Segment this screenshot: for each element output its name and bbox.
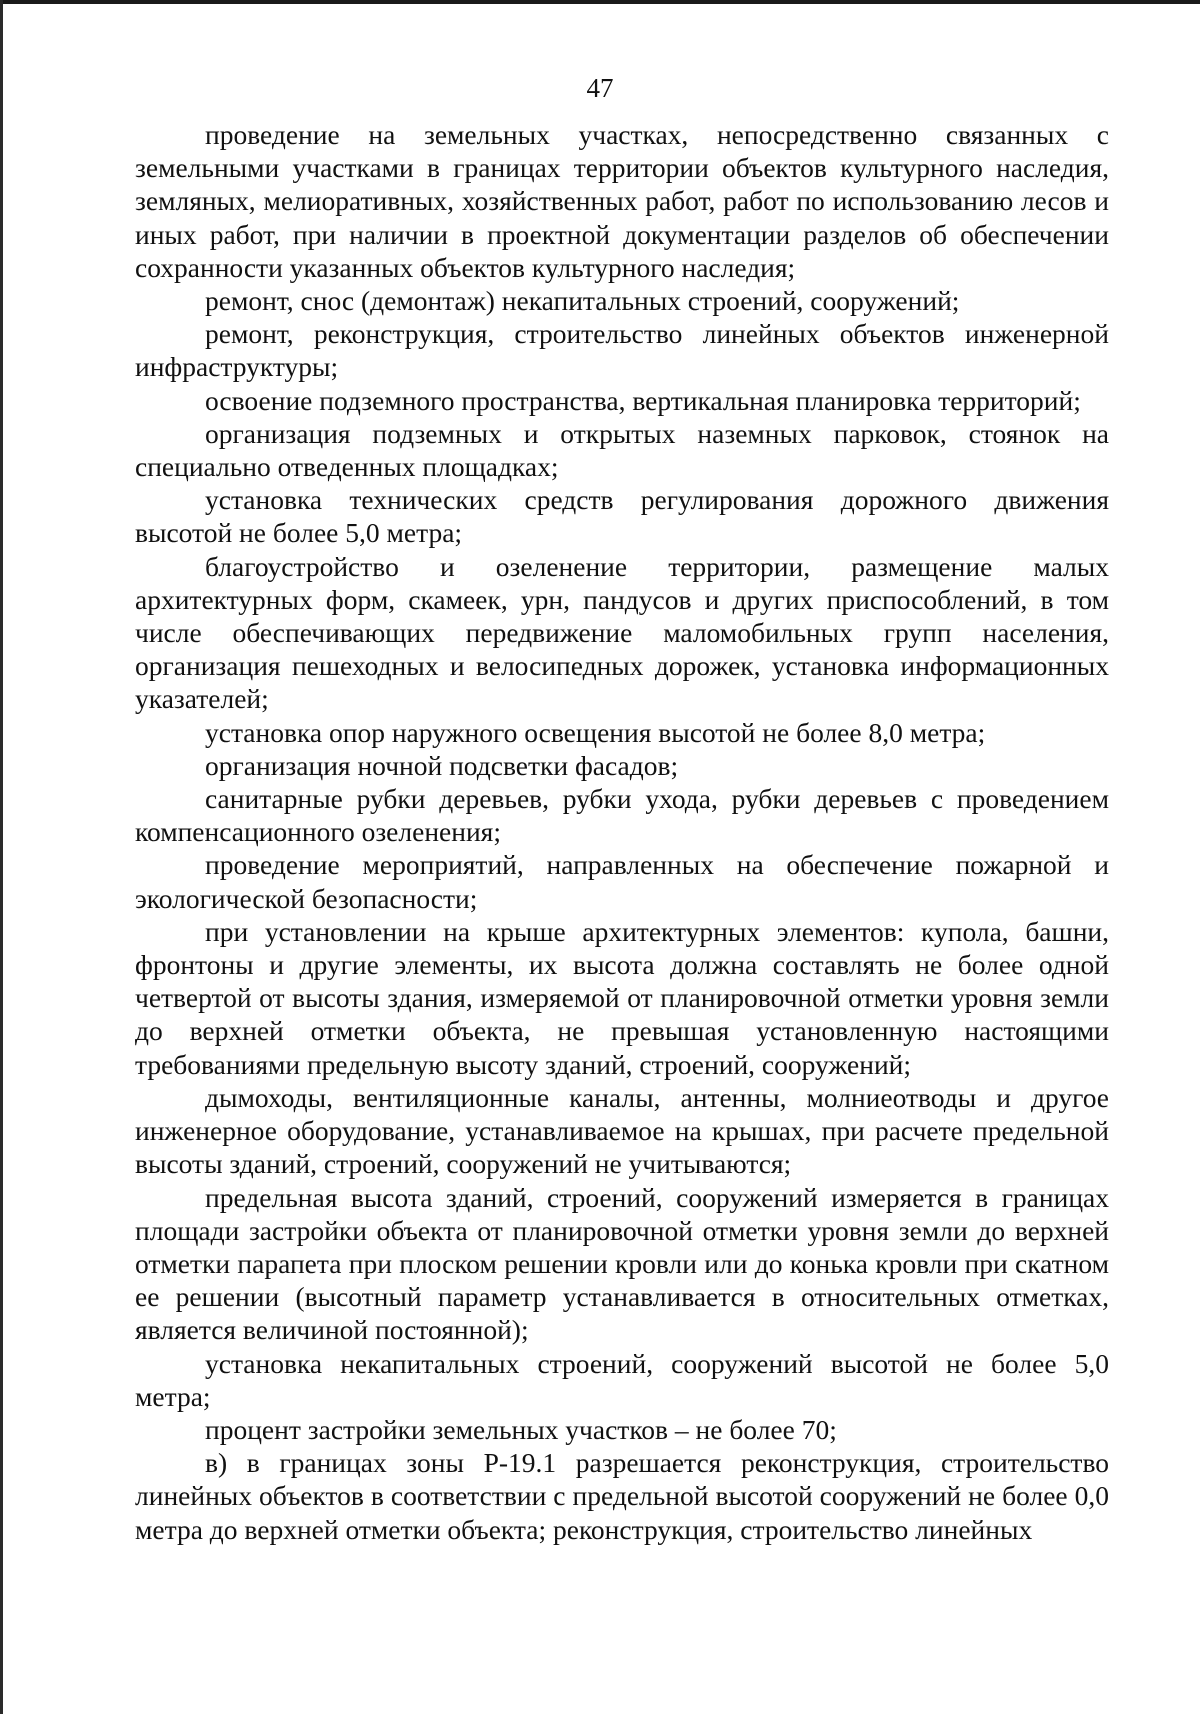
paragraph-earthworks: проведение на земельных участках, непосредственно связанных с земельными участками в границах территории объектов культурного наследия, земляных, мелиоративных, хозяйственных работ, работ по использованию лесов и иных работ, при наличии в проектной документации разделов об обеспечении сохранности указанных объектов культурного наследия;: [135, 119, 1109, 283]
scan-left-border: [0, 0, 3, 1714]
paragraph-street-lighting: установка опор наружного освещения высотой не более 8,0 метра;: [205, 716, 986, 748]
document-body: [135, 118, 1109, 1546]
paragraph-temporary-structures: установка некапитальных строений, сооружений высотой не более 5,0 метра;: [135, 1347, 1109, 1412]
paragraph-roof-equipment: дымоходы, вентиляционные каналы, антенны, молниеотводы и другое инженерное оборудование, устанавливаемое на крышах, при расчете предельной высоты зданий, строений, сооружений не учитываются;: [135, 1081, 1109, 1180]
paragraph-traffic-control: установка технических средств регулирования дорожного движения высотой не более 5,0 метра;: [135, 484, 1109, 549]
scan-top-border: [0, 0, 1200, 4]
paragraph-landscaping: благоустройство и озеленение территории, размещение малых архитектурных форм, скамеек, урн, пандусов и других приспособлений, в том числе обеспечивающих передвижение маломобильных групп населения, организация пешеходных и велосипедных дорожек, установка информационных указателей;: [135, 550, 1109, 715]
paragraph-facade-lighting: организация ночной подсветки фасадов;: [205, 749, 679, 781]
paragraph-lot-coverage: процент застройки земельных участков – не более 70;: [205, 1413, 837, 1445]
paragraph-repair-demolition: ремонт, снос (демонтаж) некапитальных строений, сооружений;: [205, 285, 960, 317]
paragraph-zone-r19-1: в) в границах зоны Р-19.1 разрешается реконструкция, строительство линейных объектов в соответствии с предельной высотой сооружений не более 0,0 метра до верхней отметки объекта; реконструкция, строительство линейных: [135, 1447, 1109, 1545]
paragraph-linear-infrastructure: ремонт, реконструкция, строительство линейных объектов инженерной инфраструктуры;: [135, 318, 1109, 383]
paragraph-parking: организация подземных и открытых наземных парковок, стоянок на специально отведенных площадках;: [135, 417, 1109, 483]
paragraph-tree-felling: санитарные рубки деревьев, рубки ухода, рубки деревьев с проведением компенсационного озеленения;: [135, 783, 1109, 848]
paragraph-height-measurement: предельная высота зданий, строений, сооружений измеряется в границах площади застройки объекта от планировочной отметки уровня земли до верхней отметки парапета при плоском решении кровли или до конька кровли при скатном ее решении (высотный параметр устанавливается в относительных отметках, является величиной постоянной);: [135, 1181, 1109, 1346]
page-number: 47: [586, 73, 614, 103]
paragraph-safety-measures: проведение мероприятий, направленных на обеспечение пожарной и экологической безопасности;: [135, 849, 1109, 914]
paragraph-roof-elements: при установлении на крыше архитектурных элементов: купола, башни, фронтоны и другие элементы, их высота должна составлять не более одной четвертой от высоты здания, измеряемой от планировочной отметки уровня земли до верхней отметки объекта, не превышая установленную настоящими требованиями предельную высоту зданий, строений, сооружений;: [135, 915, 1109, 1080]
paragraph-underground-space: освоение подземного пространства, вертикальная планировка территорий;: [205, 384, 1081, 416]
